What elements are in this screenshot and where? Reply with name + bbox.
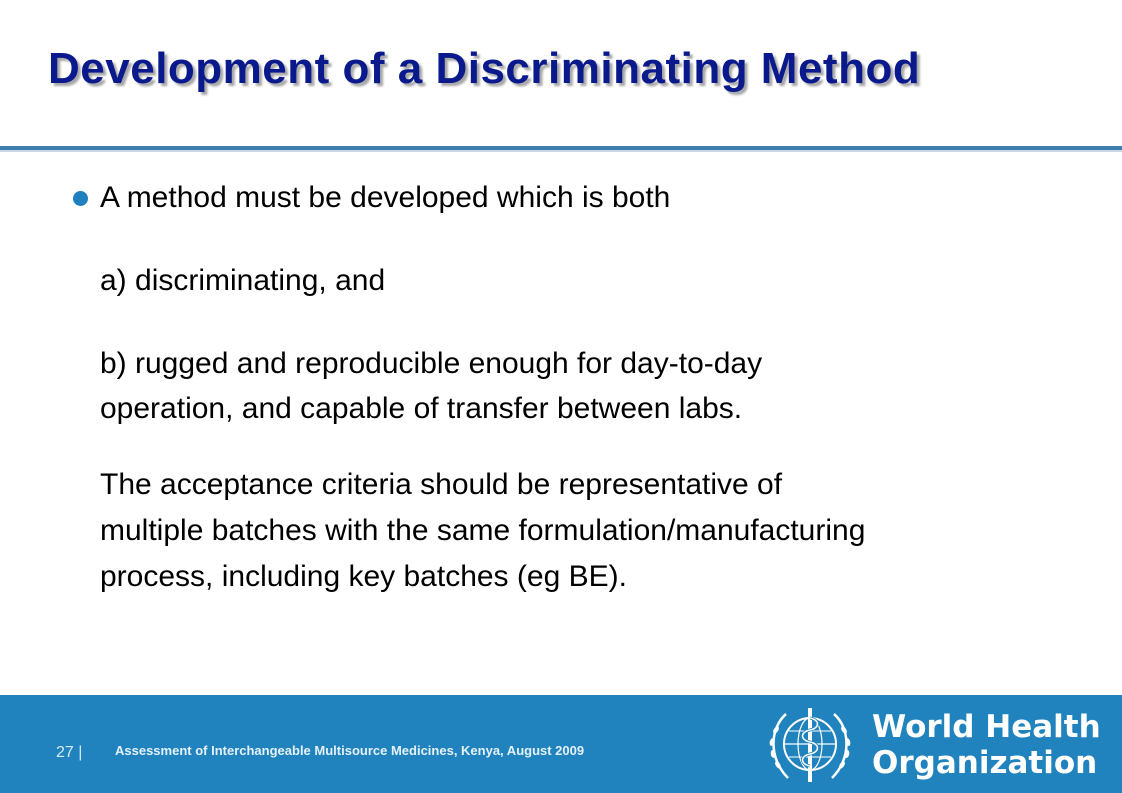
item-b-line-1: b) rugged and reproducible enough for day-to-day [100,347,763,380]
organization-name-line-1: World Health [872,709,1101,745]
item-a-text: a) discriminating, and [100,264,386,297]
paragraph-line-2: multiple batches with the same formulation/manufacturing [100,514,866,547]
title-divider-shadow [0,150,1122,152]
footer-caption: Assessment of Interchangeable Multisource Medicines, Kenya, August 2009 [115,743,585,758]
slide-title: Development of a Discriminating Method [48,44,921,93]
bullet-text: A method must be developed which is both [100,181,671,214]
organization-name-line-2: Organization [872,745,1098,781]
paragraph-line-1: The acceptance criteria should be representative of [100,468,783,501]
organization-name [872,709,1101,781]
page-number: 27 | [56,744,83,761]
bullet-dot-icon [73,191,88,206]
item-b-line-2: operation, and capable of transfer between labs. [100,392,743,425]
who-emblem-icon [762,700,858,788]
paragraph-line-3: process, including key batches (eg BE). [100,560,627,593]
